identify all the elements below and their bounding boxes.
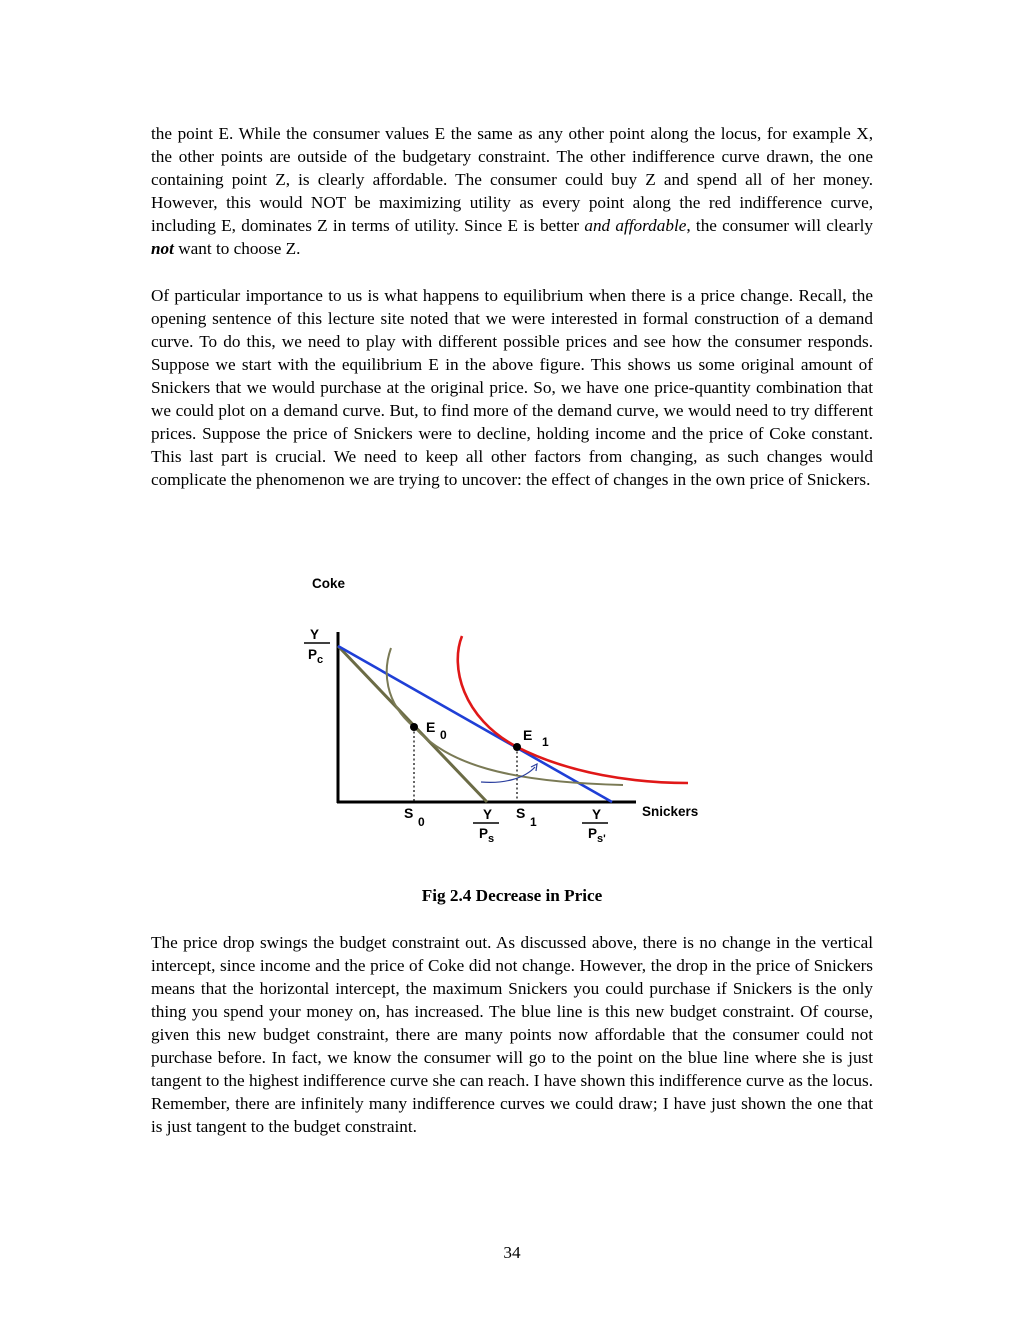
- point-e1-label: E: [523, 727, 533, 743]
- new-x-intercept-denominator-sub: s': [597, 833, 606, 845]
- paragraph-1-text-b: , the consumer will clearly: [686, 216, 873, 235]
- paragraph-1-emphasis: and affordable: [584, 216, 687, 235]
- x-axis-label: Snickers: [642, 804, 699, 819]
- point-e0-sub: 0: [440, 728, 447, 742]
- s0-label: S: [404, 805, 414, 821]
- new-indifference-curve: [458, 636, 688, 783]
- old-x-intercept-denominator: P: [479, 826, 489, 841]
- paragraph-1-strong: not: [151, 239, 174, 258]
- point-e0-marker: [410, 723, 418, 731]
- new-x-intercept-numerator: Y: [592, 807, 602, 822]
- paragraph-2-text: Of particular importance to us is what happens to equilibrium when there is a price change. Recall, the opening sentence of this lecture site noted that we were interested in formal construction of a demand curve. To do this, we need to play with different possible prices and see how the consumer responds. Suppose we start with the equilibrium E in the above figure. This shows us some original amount of Snickers that we would purchase at the original price. So, we have one price-quantity combination that we could plot on a demand curve. But, to find more of the demand curve, we would need to try different prices. Suppose the price of Snickers were to decline, holding income and the price of Coke constant. This last part is crucial. We need to keep all other factors from changing, as such changes would complicate the phenomenon we are trying to uncover: the effect of changes in the own price of Snickers.: [151, 286, 873, 489]
- new-x-intercept-label: [582, 807, 608, 845]
- figure-caption: Fig 2.4 Decrease in Price: [421, 886, 603, 905]
- point-e1-marker: [513, 743, 521, 751]
- old-x-intercept-label: [473, 807, 499, 845]
- s1-sub: 1: [530, 815, 537, 829]
- paragraph-3-text: The price drop swings the budget constraint out. As discussed above, there is no change in the vertical intercept, since income and the price of Coke did not change. However, the drop in the price of Snickers means that the horizontal intercept, the maximum Snickers you could purchase if Snickers is the only thing you spend your money on, has increased. The blue line is this new budget constraint. Of course, given this new budget constraint, there are many points now affordable that the consumer could not purchase before. In fact, we know the consumer will go to the point on the blue line where she is just tangent to the highest indifference curve she can reach. I have shown this indifference curve as the locus. Remember, there are infinitely many indifference curves we could draw; I have just shown the one that is just tangent to the budget constraint.: [151, 933, 873, 1136]
- s0-sub: 0: [418, 815, 425, 829]
- old-x-intercept-denominator-sub: s: [488, 833, 495, 845]
- paragraph-1: [151, 122, 873, 260]
- s1-label: S: [516, 805, 526, 821]
- paragraph-3: [151, 931, 873, 1138]
- y-intercept-label: [304, 627, 330, 666]
- old-indifference-curve: [387, 648, 623, 785]
- new-budget-line: [338, 646, 612, 802]
- point-e1-sub: 1: [542, 735, 549, 749]
- paragraph-1-text-a: the point E. While the consumer values E the same as any other point along the locus, for example X, the other points are outside of the budgetary constraint. The other indifference curve drawn, the one containing point Z, is clearly affordable. The consumer could buy Z and spend all of her money. However, this would NOT be maximizing utility as every point along the red indifference curve, including E, dominates Z in terms of utility. Since E is better: [151, 124, 873, 235]
- paragraph-1-text-c: want to choose Z.: [173, 239, 301, 258]
- budget-constraint-figure: [290, 566, 740, 856]
- point-e0-label: E: [426, 719, 436, 735]
- y-intercept-denominator-sub: c: [317, 654, 324, 666]
- new-x-intercept-denominator: P: [588, 826, 598, 841]
- y-intercept-denominator: P: [308, 647, 318, 662]
- old-x-intercept-numerator: Y: [483, 807, 493, 822]
- y-intercept-numerator: Y: [310, 627, 320, 642]
- y-axis-label: Coke: [312, 576, 346, 591]
- paragraph-2: [151, 284, 873, 491]
- page-number: 34: [503, 1243, 521, 1262]
